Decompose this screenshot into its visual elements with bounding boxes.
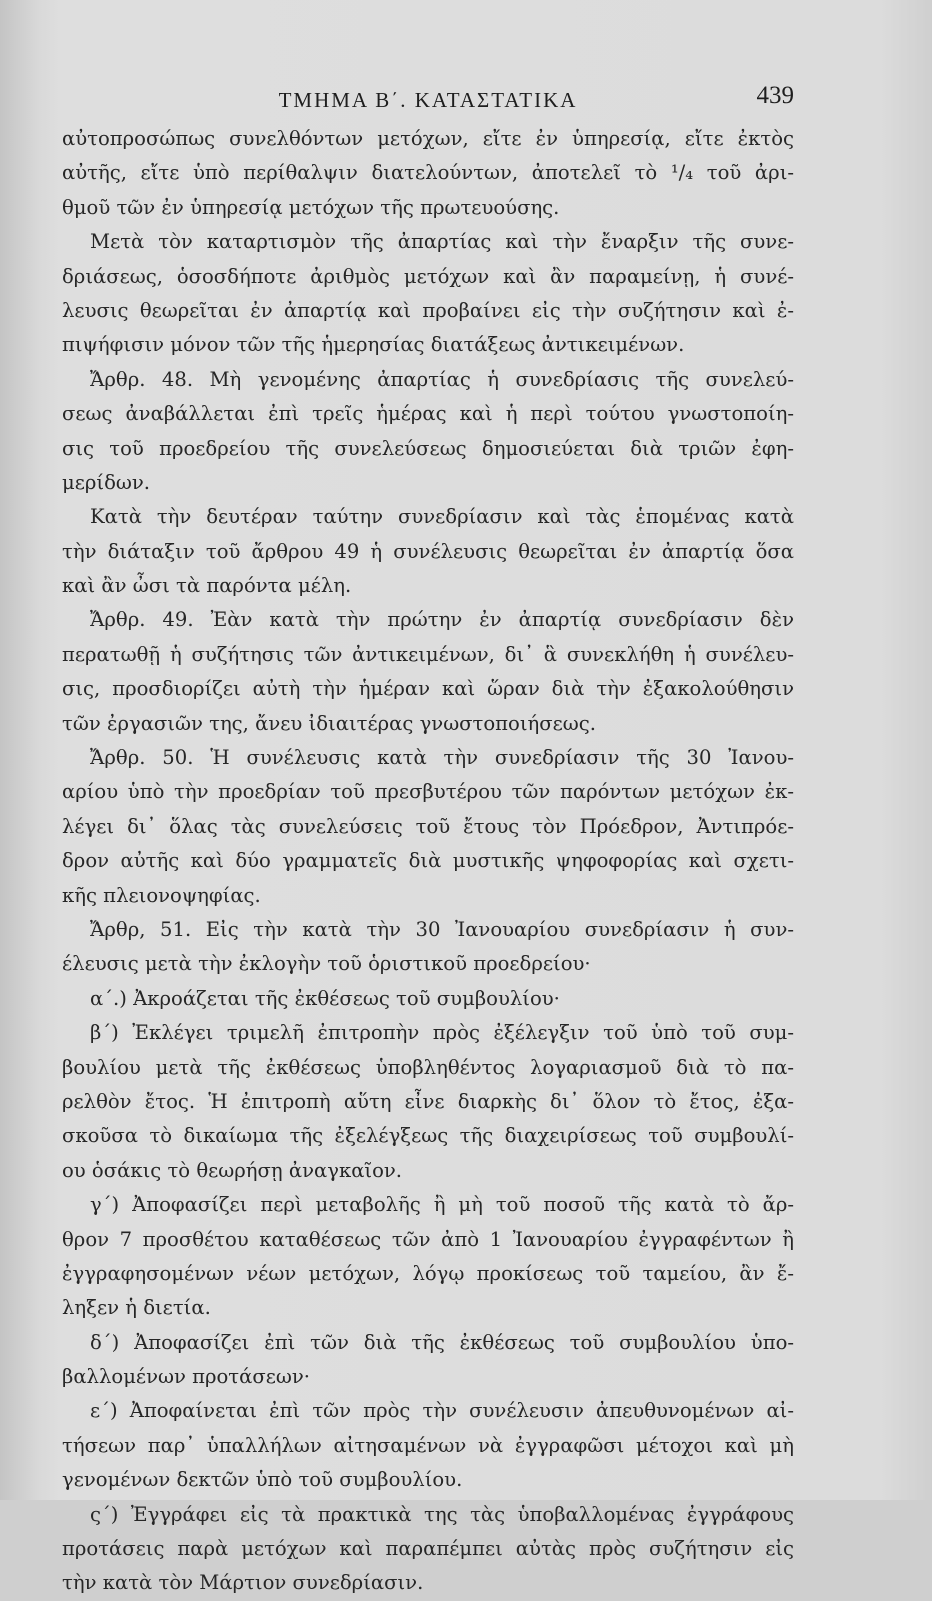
- running-head: ΤΜΗΜΑ Β΄. ΚΑΤΑΣΤΑΤΙΚΑ: [278, 88, 578, 112]
- text-line: θμοῦ τῶν ἐν ὑπηρεσίᾳ μετόχων τῆς πρωτευούσης.: [62, 195, 560, 219]
- text-line: ἐγγραφησομένων νέων μετόχων, λόγῳ προκίσεως τοῦ ταμείου, ἂν ἔ-: [62, 1261, 794, 1285]
- text-line: καὶ ἂν ὦσι τὰ παρόντα μέλη.: [62, 574, 352, 598]
- text-line: α΄.) Ἀκροάζεται τῆς ἐκθέσεως τοῦ συμβουλίου·: [90, 986, 560, 1010]
- text-line: Ἄρθρ. 48. Μὴ γενομένης ἀπαρτίας ἡ συνεδρίασις τῆς συνελεύ-: [90, 367, 794, 391]
- text-line: προτάσεις παρὰ μετόχων καὶ παραπέμπει αὐτὰς πρὸς συζήτησιν εἰς: [62, 1537, 794, 1561]
- page-header: [62, 82, 794, 118]
- text-line: ου ὁσάκις τὸ θεωρήσῃ ἀναγκαῖον.: [62, 1158, 403, 1182]
- text-line: ε΄) Ἀποφαίνεται ἐπὶ τῶν πρὸς τὴν συνέλευσιν ἀπευθυνομένων αἰ-: [90, 1399, 794, 1423]
- text-line: β΄) Ἐκλέγει τριμελῆ ἐπιτροπὴν πρὸς ἐξέλεγξιν τοῦ ὑπὸ τοῦ συμ-: [90, 1021, 794, 1045]
- text-line: μερίδων.: [62, 470, 150, 494]
- text-line: ληξεν ἡ διετία.: [62, 1296, 211, 1320]
- text-line: πιψήφισιν μόνον τῶν τῆς ἡμερησίας διατάξεως ἀντικειμένων.: [62, 333, 685, 357]
- text-line: σις τοῦ προεδρείου τῆς συνελεύσεως δημοσιεύεται διὰ τριῶν ἐφη-: [62, 436, 794, 460]
- text-line: Ἄρθρ. 49. Ἐὰν κατὰ τὴν πρώτην ἐν ἀπαρτίᾳ συνεδρίασιν δὲν: [90, 608, 794, 632]
- body-text: [62, 122, 794, 1601]
- text-line: Μετὰ τὸν καταρτισμὸν τῆς ἀπαρτίας καὶ τὴν ἔναρξιν τῆς συνε-: [90, 230, 794, 254]
- text-line: ρελθὸν ἔτος. Ἡ ἐπιτροπὴ αὕτη εἶνε διαρκὴς δι᾽ ὅλον τὸ ἔτος, ἐξα-: [62, 1089, 794, 1113]
- text-line: γ΄) Ἀποφασίζει περὶ μεταβολῆς ἢ μὴ τοῦ ποσοῦ τῆς κατὰ τὸ ἄρ-: [90, 1193, 794, 1217]
- text-line: κῆς πλειονοψηφίας.: [62, 883, 261, 907]
- text-line: αρίου ὑπὸ τὴν προεδρίαν τοῦ πρεσβυτέρου τῶν παρόντων μετόχων ἐκ-: [62, 780, 794, 804]
- text-line: θρον 7 προσθέτου καταθέσεως τῶν ἀπὸ 1 Ἰανουαρίου ἐγγραφέντων ἢ: [62, 1227, 794, 1251]
- page-number: 439: [756, 82, 794, 109]
- text-line: αὐτῆς, εἴτε ὑπὸ περίθαλψιν διατελούντων, ἀποτελεῖ τὸ ¹/₄ τοῦ ἀρι-: [62, 161, 794, 185]
- text-line: λευσις θεωρεῖται ἐν ἀπαρτίᾳ καὶ προβαίνει εἰς τὴν συζήτησιν καὶ ἐ-: [62, 298, 794, 322]
- text-line: περατωθῇ ἡ συζήτησις τῶν ἀντικειμένων, δι᾽ ἃ συνεκλήθη ἡ συνέλευ-: [62, 642, 794, 666]
- text-line: δρον αὐτῆς καὶ δύο γραμματεῖς διὰ μυστικῆς ψηφοφορίας καὶ σχετι-: [62, 849, 794, 873]
- text-line: Ἄρθρ, 51. Εἰς τὴν κατὰ τὴν 30 Ἰανουαρίου συνεδρίασιν ἡ συν-: [90, 917, 794, 941]
- text-line: δ΄) Ἀποφασίζει ἐπὶ τῶν διὰ τῆς ἐκθέσεως τοῦ συμβουλίου ὑπο-: [90, 1330, 794, 1354]
- text-line: γενομένων δεκτῶν ὑπὸ τοῦ συμβουλίου.: [62, 1468, 463, 1492]
- text-line: λέγει δι᾽ ὅλας τὰς συνελεύσεις τοῦ ἔτους τὸν Πρόεδρον, Ἀντιπρόε-: [62, 814, 794, 838]
- text-line: βαλλομένων προτάσεων·: [62, 1365, 311, 1389]
- text-line: σκοῦσα τὸ δικαίωμα τῆς ἐξελέγξεως τῆς διαχειρίσεως τοῦ συμβουλί-: [62, 1124, 794, 1148]
- text-line: σεως ἀναβάλλεται ἐπὶ τρεῖς ἡμέρας καὶ ἡ περὶ τούτου γνωστοποίη-: [62, 402, 794, 426]
- text-line: Ἄρθρ. 50. Ἡ συνέλευσις κατὰ τὴν συνεδρίασιν τῆς 30 Ἰανου-: [90, 746, 794, 770]
- text-line: Κατὰ τὴν δευτέραν ταύτην συνεδρίασιν καὶ τὰς ἑπομένας κατὰ: [90, 505, 794, 529]
- text-line: τήσεων παρ᾽ ὑπαλλήλων αἰτησαμένων νὰ ἐγγραφῶσι μέτοχοι καὶ μὴ: [62, 1433, 794, 1457]
- text-line: αὐτοπροσώπως συνελθόντων μετόχων, εἴτε ἐν ὑπηρεσίᾳ, εἴτε ἐκτὸς: [62, 127, 794, 150]
- text-line: τὴν κατὰ τὸν Μάρτιον συνεδρίασιν.: [62, 1571, 424, 1595]
- text-line: τὴν διάταξιν τοῦ ἄρθρου 49 ἡ συνέλευσις θεωρεῖται ἐν ἀπαρτίᾳ ὅσα: [62, 539, 794, 563]
- text-line: σις, προσδιορίζει αὐτὴ τὴν ἡμέραν καὶ ὥραν διὰ τὴν ἐξακολούθησιν: [62, 677, 794, 701]
- text-line: έλευσις μετὰ τὴν ἐκλογὴν τοῦ ὁριστικοῦ προεδρείου·: [62, 952, 591, 976]
- text-line: δριάσεως, ὁσοσδήποτε ἀριθμὸς μετόχων καὶ ἂν παραμείνῃ, ἡ συνέ-: [62, 264, 794, 288]
- text-line: ς΄) Ἐγγράφει εἰς τὰ πρακτικὰ της τὰς ὑποβαλλομένας ἐγγράφους: [90, 1502, 794, 1526]
- text-line: τῶν ἐργασιῶν της, ἄνευ ἰδιαιτέρας γνωστοποιήσεως.: [62, 711, 596, 735]
- text-line: βουλίου μετὰ τῆς ἐκθέσεως ὑποβληθέντος λογαριασμοῦ διὰ τὸ πα-: [62, 1055, 794, 1079]
